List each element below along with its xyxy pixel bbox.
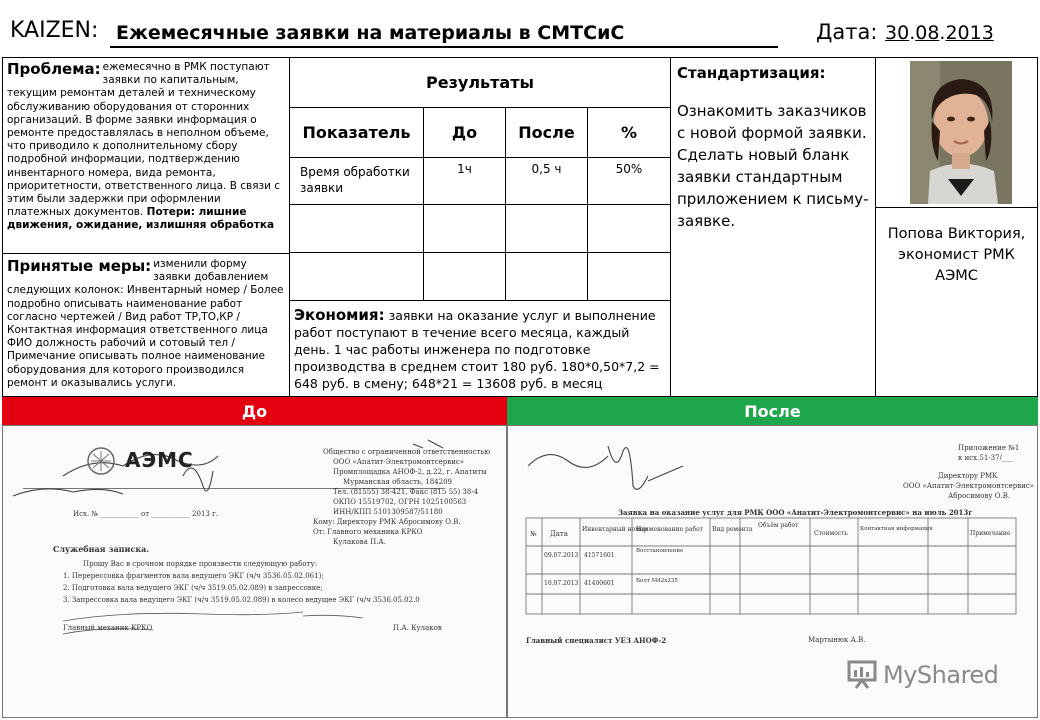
results-header-after: После: [506, 108, 588, 158]
scan-line: Общество с ограниченной ответственностью: [323, 448, 491, 456]
scan-cell: 09.07.2013: [544, 552, 579, 559]
scan-col: Стоимость: [814, 530, 848, 537]
results-header-percent: %: [588, 108, 671, 158]
scan-cell: Болт М42х235: [636, 578, 678, 584]
results-empty-cell: [588, 205, 671, 253]
watermark-logo: [845, 655, 998, 695]
kaizen-prefix: KAIZEN:: [10, 18, 99, 43]
author-name: Попова Виктория,: [887, 226, 1026, 242]
results-empty-cell: [290, 205, 424, 253]
date-value: 30.08.2013: [885, 22, 994, 44]
before-document-scan: [2, 425, 507, 718]
results-empty-cell: [424, 253, 506, 301]
scan-footer: Главный специалист УЕЗ АНОФ-2: [526, 636, 667, 645]
standardization-section: [671, 58, 876, 398]
scan-line: Тел. (81555) 38-421, Факс (815 55) 38-4: [333, 488, 479, 496]
standardization-label: Стандартизация:: [677, 64, 826, 82]
scan-heading: Служебная записка.: [53, 544, 150, 554]
economy-text: заявки на оказание услуг и выполнение работ поступают в течение всего месяца, каждый день. 1 час работы инженера по подготовке производства в среднем стоит 180 руб. 180*0,50*7,2 = 648 руб. в смену; 648*21 = 13608 руб. в месяц: [294, 308, 660, 391]
page-title: Ежемесячные заявки на материалы в СМТСиС: [110, 20, 778, 48]
measures-text: изменили форму заявки добавлением следующих колонок: Инвентарный номер / Более подробно описывать наименование работ согласно чертежей / Вид работ ТР,ТО,КР / Контактная информация ответственного лица ФИО должность рабочий и сотовый тел / Примечание описывать полное наименование оборудования для которого производился ремонт и оказывались услуги.: [7, 258, 284, 389]
problem-losses: Потери: лишние движения, ожидание, излишняя обработка: [7, 206, 275, 232]
scan-line: Кулакова П.А.: [333, 538, 386, 546]
author-position: экономист РМК: [898, 247, 1015, 263]
results-row-after: 0,5 ч: [506, 158, 588, 205]
scan-col: №: [530, 530, 537, 538]
scan-line: ООО «Апатит-Электромонтсервис»: [903, 482, 1035, 490]
scan-line: Промплощадка АНОФ-2, д.22, г. Апатиты: [333, 468, 487, 476]
scan-line: ОКПО 15519702, ОГРН 1025100563: [333, 498, 467, 506]
scan-line: 1. Перерессовка фрагментов вала ведущего ЭКГ (ч/ч 3536.05.02.061);: [63, 572, 324, 580]
results-empty-cell: [506, 253, 588, 301]
results-title: Результаты: [290, 58, 671, 108]
photo-cell: [876, 58, 1037, 208]
scan-line: Мурманская область, 184209: [343, 478, 452, 486]
author-company: АЭМС: [935, 268, 978, 284]
scan-line: Прошу Вас в срочном порядке произвести следующую работу:: [83, 560, 317, 568]
scan-cell: Восстановление: [636, 548, 684, 554]
scan-line: Абросимову О.В.: [948, 492, 1011, 500]
scan-col: Объём работ: [758, 522, 799, 529]
scan-col: Вид ремонта: [712, 526, 753, 533]
scan-line: к исх.51-37/___: [958, 454, 1013, 462]
after-bar: После: [507, 397, 1038, 425]
results-empty-cell: [424, 205, 506, 253]
results-empty-cell: [588, 253, 671, 301]
scan-line: 2. Подготовка вала ведущего ЭКГ (ч/ч 3519.05.02.089) в запрессовке;: [63, 584, 323, 592]
scan-line: Исх. № ___________ от ___________ 2013 г.: [73, 510, 218, 518]
scan-line: ИНН/КПП 5101309587/51180: [333, 508, 443, 516]
scan-heading: Заявка на оказание услуг для РМК ООО «Анатит-Электромонтсервис» на июль 2013г: [618, 508, 973, 517]
presentation-icon: [845, 658, 879, 692]
date-month: 08: [915, 22, 940, 44]
economy-label: Экономия:: [294, 306, 385, 324]
date-label: Дата:: [816, 20, 878, 44]
aems-logo-text: АЭМС: [125, 448, 194, 472]
results-empty-cell: [506, 205, 588, 253]
scan-line: Кому: Директору РМК Абросимову О.В.: [313, 518, 461, 526]
author-info: [876, 208, 1037, 398]
scan-line: Главный механик КРКО: [63, 624, 153, 632]
kaizen-grid: [2, 57, 1038, 397]
scan-col: Инвентарный номер: [582, 526, 648, 533]
scan-col: Примечание: [970, 530, 1011, 537]
economy-section: [290, 301, 671, 398]
author-photo: [910, 61, 1012, 204]
measures-section: [3, 254, 290, 398]
scan-line: Директору РМК: [938, 472, 998, 480]
scan-line: Приложение №1: [958, 444, 1020, 452]
date-year: 2013: [945, 22, 994, 44]
scan-line: 3. Запрессовка вала ведущего ЭКГ (ч/ч 3519.05.02.089) в колесо ведущее ЭКГ (ч/ч 3536.05.02.0: [63, 596, 420, 604]
date-day: 30: [885, 22, 910, 44]
scan-line: От: Главного механика КРКО: [313, 528, 423, 536]
problem-text: ежемесячно в РМК поступают заявки по капитальным, текущим ремонтам деталей и техническому обслуживанию оборудования от сторонних организаций. В форме заявки информация о ремонте предоставлялась в неполном объеме, что приводило к дополнительному сбору подробной информации, подтверждению инвентарного номера, вида ремонта, приоритетности, ответственного лица. В связи с этим были задержки при оформлении платежных документов.: [7, 61, 281, 219]
scan-line: Мартынюк А.В.: [808, 636, 866, 644]
results-empty-cell: [290, 253, 424, 301]
scan-cell: 41400601: [584, 580, 615, 587]
problem-section: [3, 58, 290, 254]
scan-col: Контактная информация: [860, 526, 933, 532]
scan-cell: 41571601: [584, 552, 615, 559]
aems-logo: [83, 446, 243, 476]
scan-col: Дата: [550, 530, 568, 538]
scan-col: Наименование работ: [636, 526, 704, 533]
results-row-indicator: Время обработки заявки: [290, 158, 424, 205]
scan-signature: П.А. Кулаков: [393, 624, 442, 632]
results-header-before: До: [424, 108, 506, 158]
problem-label: Проблема:: [7, 60, 101, 78]
measures-label: Принятые меры:: [7, 257, 152, 275]
standardization-text: Ознакомить заказчиков с новой формой заявки. Сделать новый бланк заявки стандартным приложением к письму-заявке.: [677, 102, 869, 230]
scan-cell: 10.07.2013: [544, 580, 579, 587]
header: [0, 0, 1040, 56]
results-header-indicator: Показатель: [290, 108, 424, 158]
scan-line: ООО «Апатит-Электромонтсервис»: [333, 458, 465, 466]
results-row-before: 1ч: [424, 158, 506, 205]
watermark-text: MyShared: [883, 661, 999, 689]
results-row-percent: 50%: [588, 158, 671, 205]
before-bar: До: [2, 397, 507, 425]
